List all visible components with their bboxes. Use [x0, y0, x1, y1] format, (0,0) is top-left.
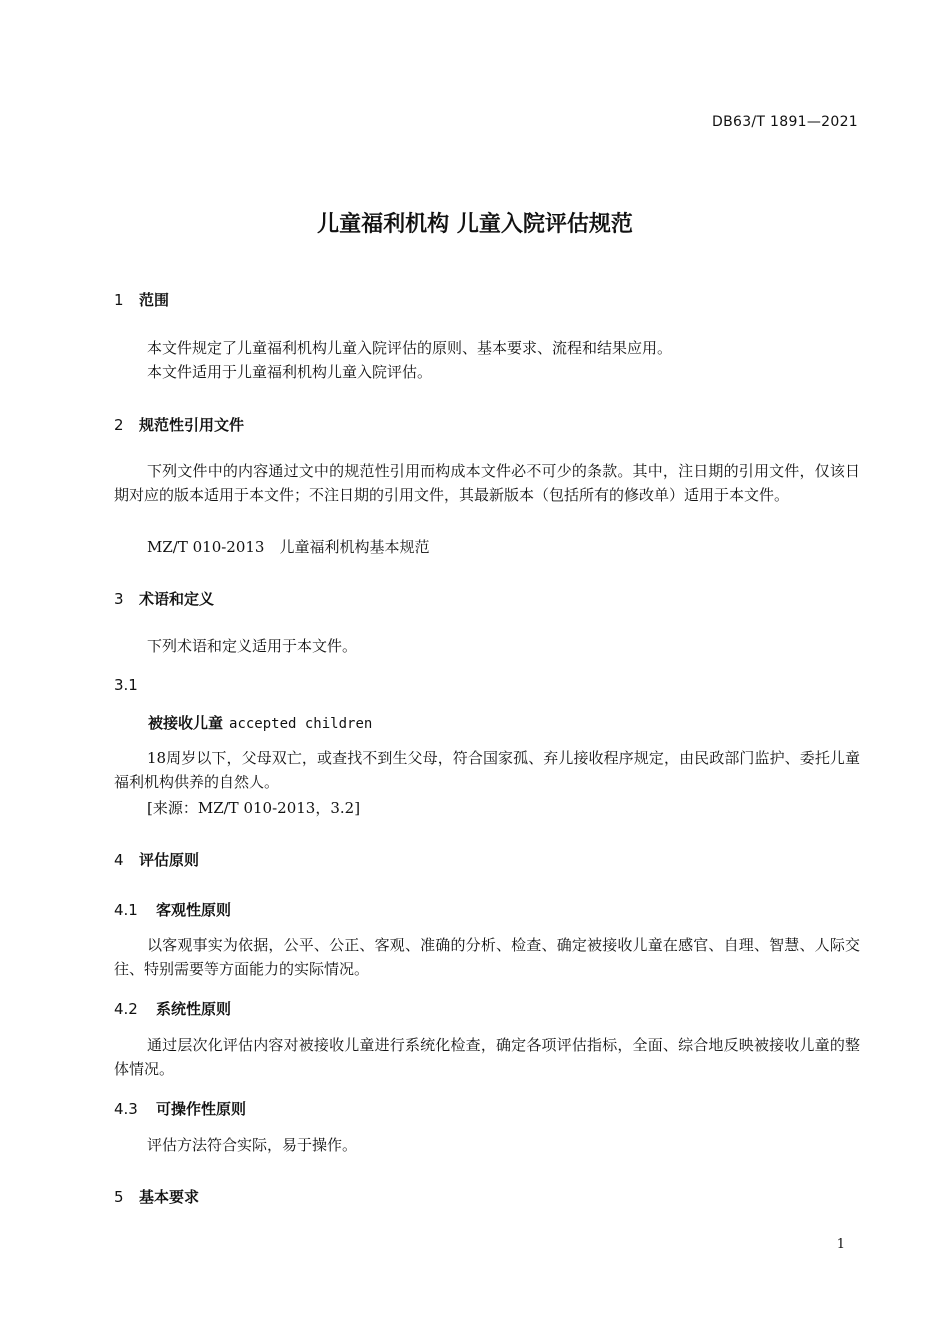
- section-number: 2: [114, 416, 124, 434]
- section-title: 系统性原则: [156, 1000, 232, 1018]
- page-number: 1: [836, 1237, 845, 1252]
- paragraph: 本文件规定了儿童福利机构儿童入院评估的原则、基本要求、流程和结果应用。: [147, 339, 673, 357]
- section-title: 规范性引用文件: [139, 416, 245, 434]
- section-5-heading: [114, 1186, 199, 1207]
- paragraph: 通过层次化评估内容对被接收儿童进行系统化检查，确定各项评估指标，全面、综合地反映被接收儿童的整体情况。: [114, 1036, 860, 1078]
- document-code: DB63/T 1891—2021: [712, 114, 858, 130]
- section-number: 1: [114, 291, 124, 309]
- term-chinese: 被接收儿童: [148, 714, 224, 732]
- section-number: 3: [114, 590, 124, 608]
- paragraph: 评估方法符合实际，易于操作。: [147, 1136, 358, 1154]
- section-title: 客观性原则: [156, 901, 232, 919]
- section-2-heading: [114, 414, 244, 435]
- section-1-heading: [114, 289, 169, 310]
- subsection-3-1-number: 3.1: [114, 676, 138, 694]
- section-3-heading: [114, 588, 214, 609]
- paragraph: 本文件适用于儿童福利机构儿童入院评估。: [147, 363, 433, 381]
- paragraph: 下列文件中的内容通过文中的规范性引用而构成本文件必不可少的条款。其中，注日期的引用文件，仅该日期对应的版本适用于本文件；不注日期的引用文件，其最新版本（包括所有的修改单）适用于本文件。: [114, 462, 860, 504]
- section-4-heading: [114, 849, 199, 870]
- term-entry: [148, 712, 372, 733]
- term-definition: 18周岁以下，父母双亡，或查找不到生父母，符合国家孤、弃儿接收程序规定，由民政部门监护、委托儿童福利机构供养的自然人。: [114, 749, 860, 791]
- section-number: 4.1: [114, 901, 138, 919]
- subsection-4-3-heading: [114, 1098, 246, 1119]
- term-english: accepted children: [229, 716, 373, 732]
- term-source: [来源：MZ/T 010-2013，3.2]: [147, 799, 361, 817]
- section-title: 基本要求: [139, 1188, 200, 1206]
- section-title: 可操作性原则: [156, 1100, 247, 1118]
- section-number: 5: [114, 1188, 124, 1206]
- document-title: 儿童福利机构 儿童入院评估规范: [317, 212, 633, 237]
- normative-reference: MZ/T 010-2013 儿童福利机构基本规范: [147, 538, 430, 556]
- section-number: 4: [114, 851, 124, 869]
- section-title: 术语和定义: [139, 590, 215, 608]
- section-number: 4.2: [114, 1000, 138, 1018]
- paragraph: 下列术语和定义适用于本文件。: [147, 637, 358, 655]
- section-title: 范围: [139, 291, 170, 309]
- section-number: 4.3: [114, 1100, 138, 1118]
- paragraph: 以客观事实为依据，公平、公正、客观、准确的分析、检查、确定被接收儿童在感官、自理、智慧、人际交往、特别需要等方面能力的实际情况。: [114, 936, 860, 978]
- subsection-4-1-heading: [114, 899, 231, 920]
- subsection-4-2-heading: [114, 998, 231, 1019]
- section-title: 评估原则: [139, 851, 200, 869]
